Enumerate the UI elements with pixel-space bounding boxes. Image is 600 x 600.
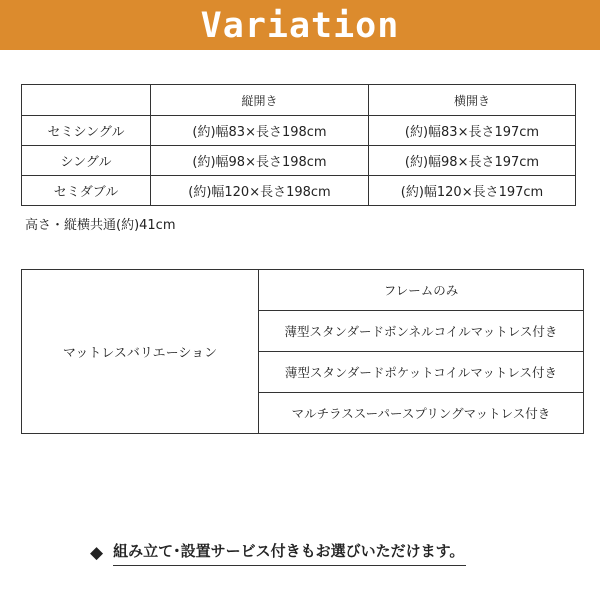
service-note-text: 組み立て･設置サービス付きもお選びいただけます。 <box>113 540 466 566</box>
vertical-size: (約)幅120×長さ198cm <box>151 176 369 206</box>
banner-title: Variation <box>200 6 400 46</box>
header-cell-vertical: 縦開き <box>151 85 369 116</box>
size-table <box>21 84 576 206</box>
variation-option: マルチラススーパースプリングマットレス付き <box>259 393 584 434</box>
vertical-size: (約)幅98×長さ198cm <box>151 146 369 176</box>
size-table-header <box>22 85 576 116</box>
service-note <box>90 540 466 566</box>
table-row <box>22 146 576 176</box>
header-cell-empty <box>22 85 151 116</box>
title-banner <box>0 0 600 50</box>
horizontal-size: (約)幅120×長さ197cm <box>369 176 576 206</box>
table-row <box>22 116 576 146</box>
horizontal-size: (約)幅98×長さ197cm <box>369 146 576 176</box>
vertical-size: (約)幅83×長さ198cm <box>151 116 369 146</box>
size-name: セミシングル <box>22 116 151 146</box>
variation-label: マットレスバリエーション <box>22 270 259 434</box>
size-name: セミダブル <box>22 176 151 206</box>
variation-option: 薄型スタンダードボンネルコイルマットレス付き <box>259 311 584 352</box>
table-row <box>22 270 584 311</box>
table-row <box>22 176 576 206</box>
variation-table <box>21 269 584 434</box>
horizontal-size: (約)幅83×長さ197cm <box>369 116 576 146</box>
variation-option: フレームのみ <box>259 270 584 311</box>
size-name: シングル <box>22 146 151 176</box>
diamond-icon: ◆ <box>90 543 104 563</box>
header-cell-horizontal: 横開き <box>369 85 576 116</box>
height-note: 高さ・縦横共通(約)41cm <box>25 218 176 233</box>
variation-option: 薄型スタンダードポケットコイルマットレス付き <box>259 352 584 393</box>
